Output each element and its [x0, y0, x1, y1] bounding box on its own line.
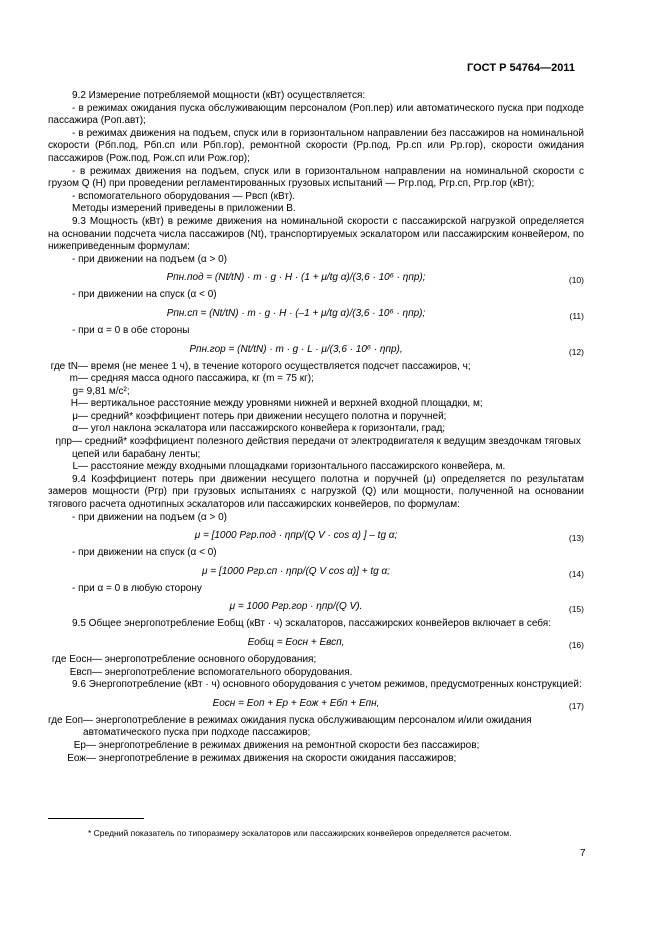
definition-row — [48, 411, 584, 424]
case-label: - при движении на подъем (α > 0) — [72, 253, 228, 265]
methods-note: Методы измерений приведены в приложении В. — [72, 203, 296, 215]
definition-text: — вертикальное расстояние между уровнями нижней и верхней входной площадки, м; — [78, 398, 483, 410]
definition-row — [48, 398, 584, 411]
definition-text: — средняя масса одного пассажира, кг (m = 75 кг); — [78, 373, 314, 385]
equation-expression: μ = 1000 Pгр.гор · ηпр/(Q V). — [229, 601, 363, 613]
definition-term: H — [70, 398, 78, 410]
definition-term: m — [69, 373, 78, 385]
definition-list — [48, 654, 584, 679]
equation-expression: Pпн.сп = (Nt/tN) · m · g · H · (–1 + μ/tg α)/(3,6 · 10⁶ · ηпр); — [166, 307, 426, 319]
list-item: - в режимах движения на подъем, спуск или в горизонтальном направлении на номинальной скорости с грузом Q (Н) при проведении регламентированных грузовых испытаний — Pгр.под, Pгр.сп, Pгр.гор (кВт); — [48, 165, 584, 190]
equation-number: (12) — [568, 346, 584, 357]
equation-17 — [48, 695, 584, 713]
clause-9-3: 9.3 Мощность (кВт) в режиме движения на номинальной скорости с пассажирской нагрузкой определяется на основании подсчета числа пассажиров (Nt), транспортируемых эскалатором или пассажирским конвейером, по нижеприведенным формулам: — [48, 215, 584, 253]
equation-14 — [48, 563, 584, 581]
definition-term: Eож — [67, 752, 86, 764]
definition-row — [48, 386, 584, 399]
equation-number: (16) — [568, 640, 584, 650]
definition-text: — средний* коэффициент полезного действия передачи от электродвигателя к ведущим звездочкам тяговых цепей или барабану ленты; — [72, 436, 581, 460]
clause-9-5: 9.5 Общее энергопотребление Eобщ (кВт · ч) эскалаторов, пассажирских конвейеров включает в себя: — [72, 618, 551, 630]
definition-term: Eр — [73, 739, 86, 751]
definition-row — [48, 667, 584, 680]
definition-list — [48, 361, 584, 474]
equation-11 — [48, 305, 584, 323]
equation-number: (10) — [568, 275, 584, 286]
definition-text: — энергопотребление в режимах движения на скорости ожидания пассажиров; — [86, 752, 457, 764]
definition-text: — энергопотребление основного оборудования; — [92, 654, 317, 665]
definition-row — [48, 423, 584, 436]
definition-text: — энергопотребление в режимах ожидания пуска обслуживающим персоналом и/или ожидания автоматического пуска при подходе пассажиров; — [83, 714, 532, 739]
equation-number: (15) — [568, 604, 584, 615]
footnote: * Средний показатель по типоразмеру эскалаторов или пассажирских конвейеров определяется расчетом. — [88, 828, 512, 838]
definition-row — [48, 461, 584, 474]
equation-number: (13) — [568, 533, 584, 544]
equation-expression: Eобщ = Eосн + Eвсп, — [247, 637, 345, 648]
document-header: ГОСТ Р 54764—2011 — [467, 62, 575, 74]
definition-row — [48, 715, 584, 740]
case-label: - при движении на спуск (α < 0) — [72, 289, 217, 301]
list-item: - в режимах движения на подъем, спуск или в горизонтальном направлении без пассажиров на номинальной скорости (Pбп.под, Pбп.сп или Pбп.гор), ремонтной скорости (Pр.под, Pр.сп или Pр.гор), скорости ожидания пассажиров (Pож.под, Pож.сп или Pож.гор); — [48, 127, 584, 164]
equation-expression: μ = [1000 Pгр.сп · ηпр/(Q V cos α)] + tg α; — [202, 565, 390, 577]
definition-row — [48, 373, 584, 386]
equation-13 — [48, 527, 584, 545]
definition-term: μ — [72, 410, 78, 422]
equation-number: (17) — [568, 700, 584, 711]
definition-row — [48, 740, 584, 753]
equation-16 — [48, 634, 584, 652]
equation-expression: μ = [1000 Pгр.под · ηпр/(Q V · cos α) ] – tg α; — [194, 530, 398, 542]
definition-row — [48, 436, 584, 461]
definition-text: — энергопотребление вспомогательного оборудования. — [92, 666, 353, 678]
equation-12 — [48, 341, 584, 359]
definition-term: g — [72, 385, 78, 397]
definition-text: — угол наклона эскалатора или пассажирского конвейера к горизонтали, град; — [78, 423, 446, 435]
definition-term: где Eоп — [48, 714, 84, 726]
list-item: - вспомогательного оборудования — Pвсп (кВт). — [72, 190, 296, 202]
case-label: - при движении на спуск (α < 0) — [72, 547, 217, 559]
equation-expression: Pпн.под = (Nt/tN) · m · g · H · (1 + μ/tg α)/(3,6 · 10⁶ · ηпр); — [166, 272, 426, 284]
definition-row — [48, 361, 584, 374]
equation-number: (11) — [569, 310, 584, 321]
equation-expression: Pпн.гор = (Nt/tN) · m · g · L · μ/(3,6 · 10⁶ · ηпр), — [189, 343, 403, 355]
definition-text: — время (не менее 1 ч), в течение которого осуществляется подсчет пассажиров, ч; — [78, 360, 471, 372]
definition-text: — расстояние между входными площадками горизонтального пассажирского конвейера, м. — [78, 461, 506, 473]
clause-9-4: 9.4 Коэффициент потерь при движении несущего полотна и поручней (μ) определяется по результатам замеров мощности (Pгр) при грузовых испытаниях с нагрузкой (Q) или мощности, полученной на основании тягового расчета однотипных эскалаторов или пассажирских конвейеров, по формулам: — [48, 473, 584, 511]
definition-term: Eвсп — [69, 666, 92, 678]
case-label: - при α = 0 в любую сторону — [72, 582, 202, 594]
definition-text: — средний* коэффициент потерь при движении несущего полотна и поручней; — [78, 410, 447, 422]
definition-term: α — [72, 423, 78, 435]
definition-term: L — [72, 461, 78, 473]
document-body — [48, 90, 584, 765]
definition-term: где Eосн — [51, 654, 92, 665]
case-label: - при α = 0 в обе стороны — [72, 324, 190, 336]
definition-text: — энергопотребление в режимах движения на ремонтной скорости без пассажиров; — [86, 739, 480, 751]
equation-expression: Eосн = Eоп + Eр + Eож + Eбп + Eпн, — [212, 697, 380, 709]
definition-row — [48, 654, 584, 667]
case-label: - при движении на подъем (α > 0) — [72, 511, 228, 523]
footnote-divider — [48, 818, 144, 819]
definition-term: где tN — [50, 360, 78, 372]
clause-9-2: 9.2 Измерение потребляемой мощности (кВт) осуществляется: — [72, 90, 366, 101]
definition-term: ηпр — [55, 436, 72, 448]
definition-list — [48, 715, 584, 765]
equation-15 — [48, 598, 584, 616]
list-item: - в режимах ожидания пуска обслуживающим персоналом (Pоп.пер) или автоматического пуска при подходе пассажира (Pоп.авт); — [48, 102, 584, 127]
definition-text: = 9,81 м/с²; — [78, 385, 130, 397]
equation-number: (14) — [568, 568, 584, 579]
page-number: 7 — [580, 848, 586, 859]
clause-9-6: 9.6 Энергопотребление (кВт · ч) основного оборудования с учетом режимов, предусмотренных конструкцией: — [72, 679, 582, 691]
definition-row — [48, 753, 584, 766]
equation-10 — [48, 269, 584, 287]
